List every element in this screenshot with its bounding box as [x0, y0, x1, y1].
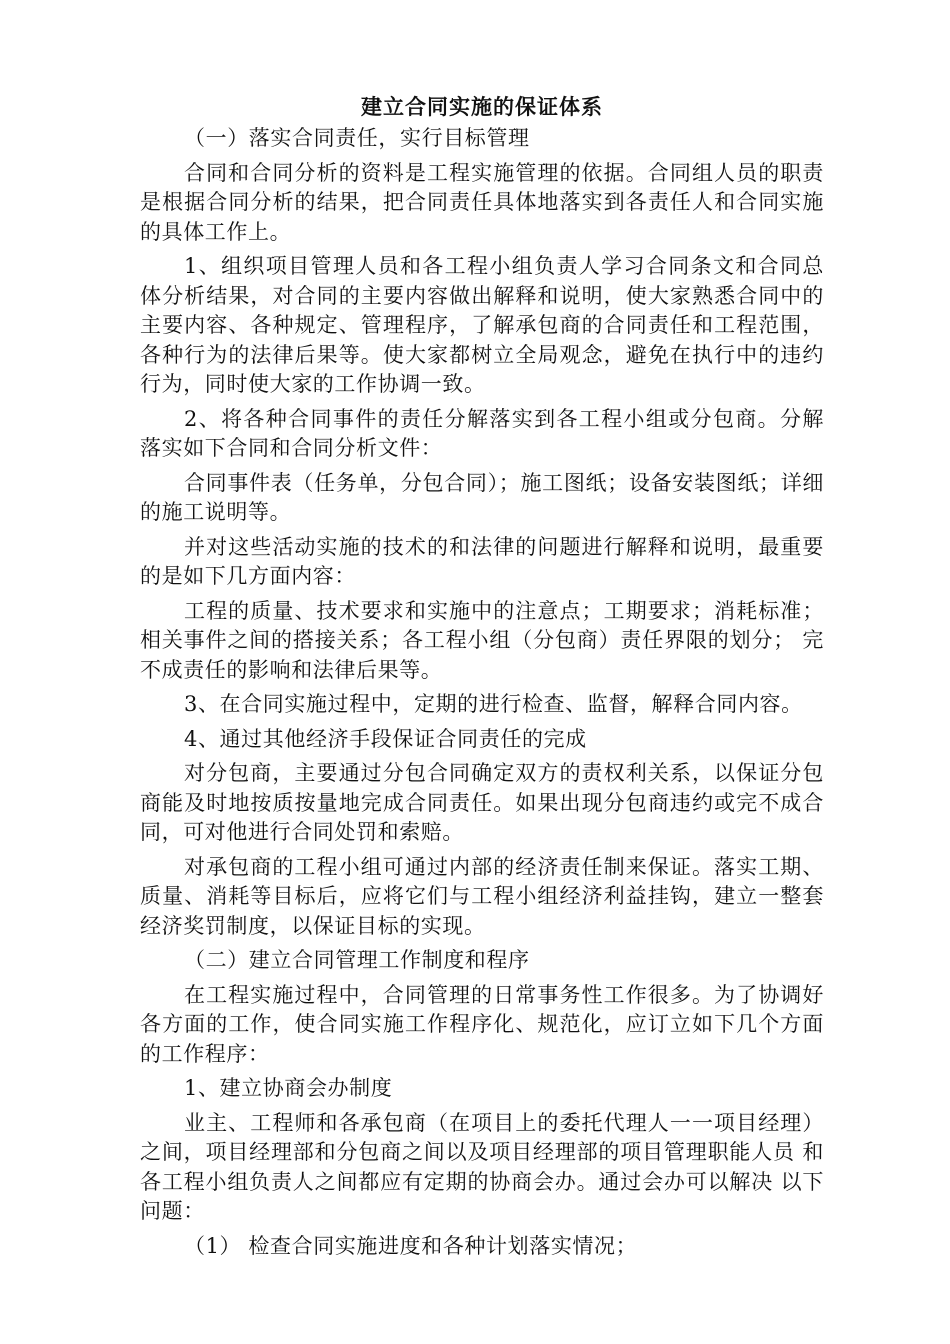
paragraph: 4、通过其他经济手段保证合同责任的完成 — [184, 726, 587, 751]
paragraph: 对承包商的工程小组可通过内部的经济责任制来保证。落实工期、质量、消耗等目标后，应将它们与工程小组经济利益挂钩，建立一整套经济奖罚制度，以保证目标的实现。 — [140, 854, 824, 938]
paragraph: 合同和合同分析的资料是工程实施管理的依据。合同组人员的职责是根据合同分析的结果，把合同责任具体地落实到各责任人和合同实施的具体工作上。 — [140, 160, 824, 244]
section-heading-2: （二）建立合同管理工作制度和程序 — [184, 948, 530, 972]
paragraph: 在工程实施过程中，合同管理的日常事务性工作很多。为了协调好各方面的工作，使合同实施工作程序化、规范化，应订立如下几个方面的工作程序： — [140, 982, 824, 1066]
document-page — [140, 92, 824, 1266]
paragraph: 2、将各种合同事件的责任分解落实到各工程小组或分包商。分解落实如下合同和合同分析文件： — [140, 406, 824, 460]
paragraph: 1、建立协商会办制度 — [184, 1076, 393, 1100]
paragraph: 对分包商，主要通过分包合同确定双方的责权利关系，以保证分包商能及时地按质按量地完成合同责任。如果出现分包商违约或完不成合同，可对他进行合同处罚和索赔。 — [140, 761, 824, 844]
paragraph: 并对这些活动实施的技术的和法律的问题进行解释和说明，最重要的是如下几方面内容： — [140, 534, 824, 588]
paragraph: （1） 检查合同实施进度和各种计划落实情况； — [184, 1233, 638, 1258]
paragraph: 1、组织项目管理人员和各工程小组负责人学习合同条文和合同总体分析结果，对合同的主要内容做出解释和说明，使大家熟悉合同中的主要内容、各种规定、管理程序，了解承包商的合同责任和工程范围，各种行为的法律后果等。使大家都树立全局观念，避免在执行中的违约行为，同时使大家的工作协调一致。 — [140, 254, 824, 396]
paragraph: 工程的质量、技术要求和实施中的注意点；工期要求；消耗标准； 相关事件之间的搭接关系；各工程小组（分包商）责任界限的划分； 完不成责任的影响和法律后果等。 — [140, 598, 824, 682]
paragraph: 业主、工程师和各承包商（在项目上的委托代理人一一项目经理） 之间，项目经理部和分包商之间以及项目经理部的项目管理职能人员 和各工程小组负责人之间都应有定期的协商会办。通过会办可以解决 以下问题： — [140, 1110, 824, 1223]
paragraph: 合同事件表（任务单，分包合同）；施工图纸；设备安装图纸；详细的施工说明等。 — [140, 470, 824, 524]
paragraph: 3、在合同实施过程中，定期的进行检查、监督，解释合同内容。 — [184, 692, 803, 716]
section-heading-1: （一）落实合同责任，实行目标管理 — [184, 126, 530, 150]
document-title: 建立合同实施的保证体系 — [361, 95, 603, 119]
